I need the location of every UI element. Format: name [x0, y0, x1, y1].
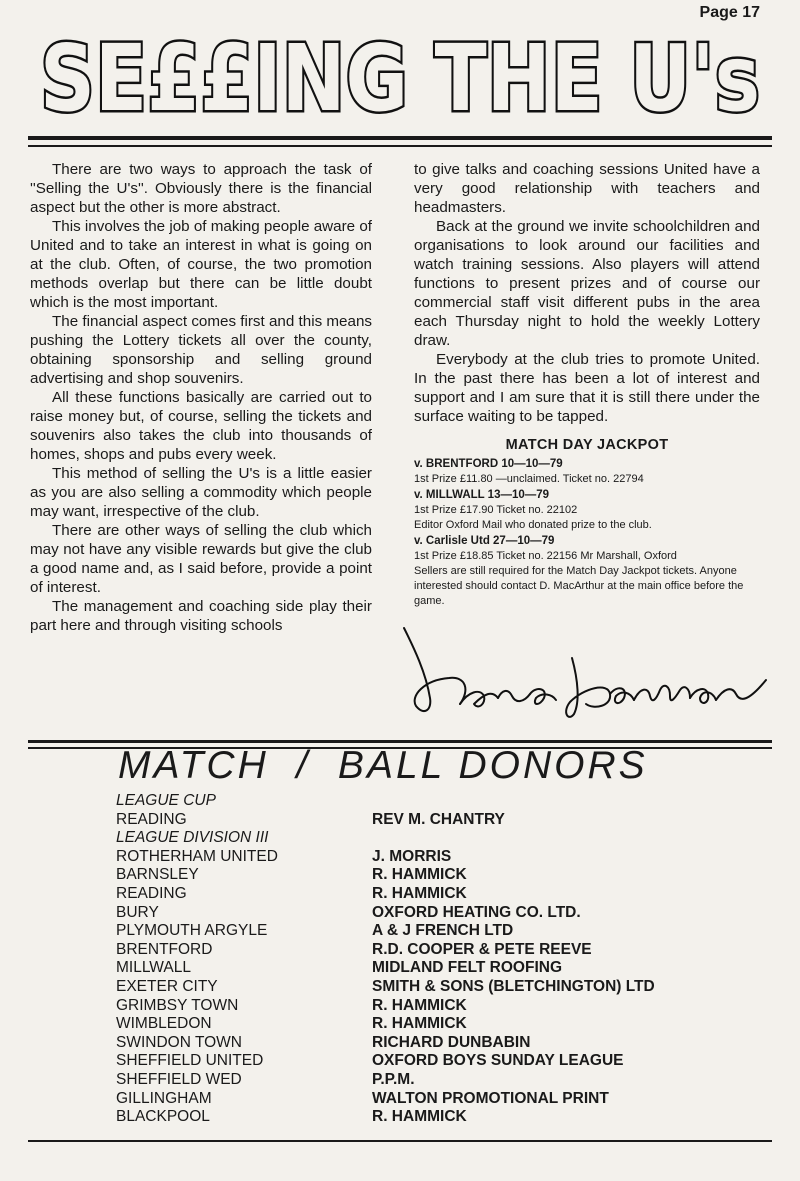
team-name: READING: [116, 884, 187, 902]
team-name: MILLWALL: [116, 959, 191, 977]
donor-name: [372, 792, 655, 811]
donor-name: R. HAMMICK: [372, 884, 467, 902]
article-left-column: [30, 160, 372, 635]
article-paragraph: Back at the ground we invite schoolchildren and organisations to look around our facilities and watch training sessions. Also players will attend functions to present prizes and of course our commercial staff visit different pubs in the area each Thursday night to hold the weekly Lottery draw.: [414, 218, 760, 349]
jackpot-line: 1st Prize £18.85 Ticket no. 22156 Mr Marshall, Oxford: [414, 550, 677, 562]
article-paragraph: There are two ways to approach the task of ''Selling the U's''. Obviously there is the financial aspect but the other is more abstract.: [30, 161, 372, 216]
article-paragraph: This method of selling the U's is a little easier as you are also selling a commodity which people may want, irrespective of the club.: [30, 465, 372, 520]
match-day-jackpot: [414, 438, 760, 609]
donor-name: J. MORRIS: [372, 847, 452, 865]
team-name: GRIMBSY TOWN: [116, 996, 239, 1014]
masthead-rule-thick: [28, 136, 772, 140]
donor-name: OXFORD BOYS SUNDAY LEAGUE: [372, 1052, 624, 1070]
masthead-rule-thin: [28, 145, 772, 147]
donor-name: RICHARD DUNBABIN: [372, 1033, 531, 1051]
svg-text:SE££ING THE U's: SE££ING THE U's: [40, 30, 760, 125]
article-right-column: [414, 160, 760, 609]
donor-name: SMITH & SONS (BLETCHINGTON) LTD: [372, 977, 655, 995]
donors-title: MATCH / BALL DONORS: [118, 744, 648, 787]
donor-name: P.P.M.: [372, 1070, 415, 1088]
section-rule-top-thick: [28, 740, 772, 743]
competition-heading: LEAGUE CUP: [116, 792, 216, 809]
jackpot-line: Editor Oxford Mail who donated prize to the club.: [414, 519, 652, 531]
team-name: READING: [116, 810, 187, 828]
donor-name: R. HAMMICK: [372, 1015, 467, 1033]
author-signature: [394, 618, 784, 733]
page-bottom-rule: [28, 1140, 772, 1142]
team-name: BRENTFORD: [116, 940, 213, 958]
team-name: EXETER CITY: [116, 977, 218, 995]
donor-name: A & J FRENCH LTD: [372, 922, 514, 940]
team-name: SHEFFIELD UNITED: [116, 1052, 264, 1070]
article-paragraph: There are other ways of selling the club which may not have any visible rewards but give the club a good name and, as I said before, provide a point of interest.: [30, 522, 372, 596]
article-paragraph: The management and coaching side play their part here and through visiting schools: [30, 598, 372, 634]
article-paragraph: to give talks and coaching sessions United have a very good relationship with teachers and headmasters.: [414, 161, 760, 216]
team-name: BARNSLEY: [116, 866, 199, 884]
team-name: BLACKPOOL: [116, 1108, 210, 1126]
donor-name: WALTON PROMOTIONAL PRINT: [372, 1089, 609, 1107]
article-paragraph: The financial aspect comes first and this means pushing the Lottery tickets all over the county, obtaining sponsorship and selling ground advertising and shop souvenirs.: [30, 313, 372, 387]
team-name: WIMBLEDON: [116, 1015, 212, 1033]
jackpot-match: v. Carlisle Utd 27—10—79: [414, 535, 555, 547]
article-paragraph: This involves the job of making people aware of United and to take an interest in what is going on at the club. Often, of course, the two promotion methods overlap but there can be little doubt which is the most important.: [30, 218, 372, 311]
team-name: SHEFFIELD WED: [116, 1070, 242, 1088]
donor-names-column: [372, 792, 655, 1127]
jackpot-match: v. BRENTFORD 10—10—79: [414, 458, 563, 470]
donor-name: REV M. CHANTRY: [372, 810, 505, 828]
masthead-title: [30, 30, 770, 125]
donor-name: MIDLAND FELT ROOFING: [372, 959, 562, 977]
donor-name: R. HAMMICK: [372, 1108, 467, 1126]
team-name: BURY: [116, 903, 159, 921]
donor-name: R. HAMMICK: [372, 996, 467, 1014]
donor-teams-column: [116, 792, 278, 1127]
team-name: ROTHERHAM UNITED: [116, 847, 278, 865]
jackpot-match: v. MILLWALL 13—10—79: [414, 489, 550, 501]
team-name: GILLINGHAM: [116, 1089, 212, 1107]
jackpot-line: 1st Prize £17.90 Ticket no. 22102: [414, 504, 578, 516]
jackpot-footer: Sellers are still required for the Match Day Jackpot tickets. Anyone interested should contact D. MacArthur at the main office before the game.: [414, 565, 744, 607]
article-paragraph: All these functions basically are carried out to raise money but, of course, selling the tickets and souvenirs also takes the club into thousands of homes, shops and pubs every week.: [30, 389, 372, 463]
jackpot-line: 1st Prize £11.80 —unclaimed. Ticket no. 22794: [414, 473, 644, 485]
donor-name: R. HAMMICK: [372, 866, 467, 884]
jackpot-title: MATCH DAY JACKPOT: [505, 437, 669, 453]
team-name: PLYMOUTH ARGYLE: [116, 922, 268, 940]
page-number: Page 17: [699, 4, 760, 21]
article-paragraph: Everybody at the club tries to promote United. In the past there has been a lot of interest and support and I am sure that it is still there under the surface waiting to be tapped.: [414, 351, 760, 425]
competition-heading: LEAGUE DIVISION III: [116, 829, 269, 847]
donor-name: R.D. COOPER & PETE REEVE: [372, 940, 592, 958]
donor-name: OXFORD HEATING CO. LTD.: [372, 903, 581, 921]
team-name: SWINDON TOWN: [116, 1033, 243, 1051]
donor-name: [372, 829, 655, 848]
